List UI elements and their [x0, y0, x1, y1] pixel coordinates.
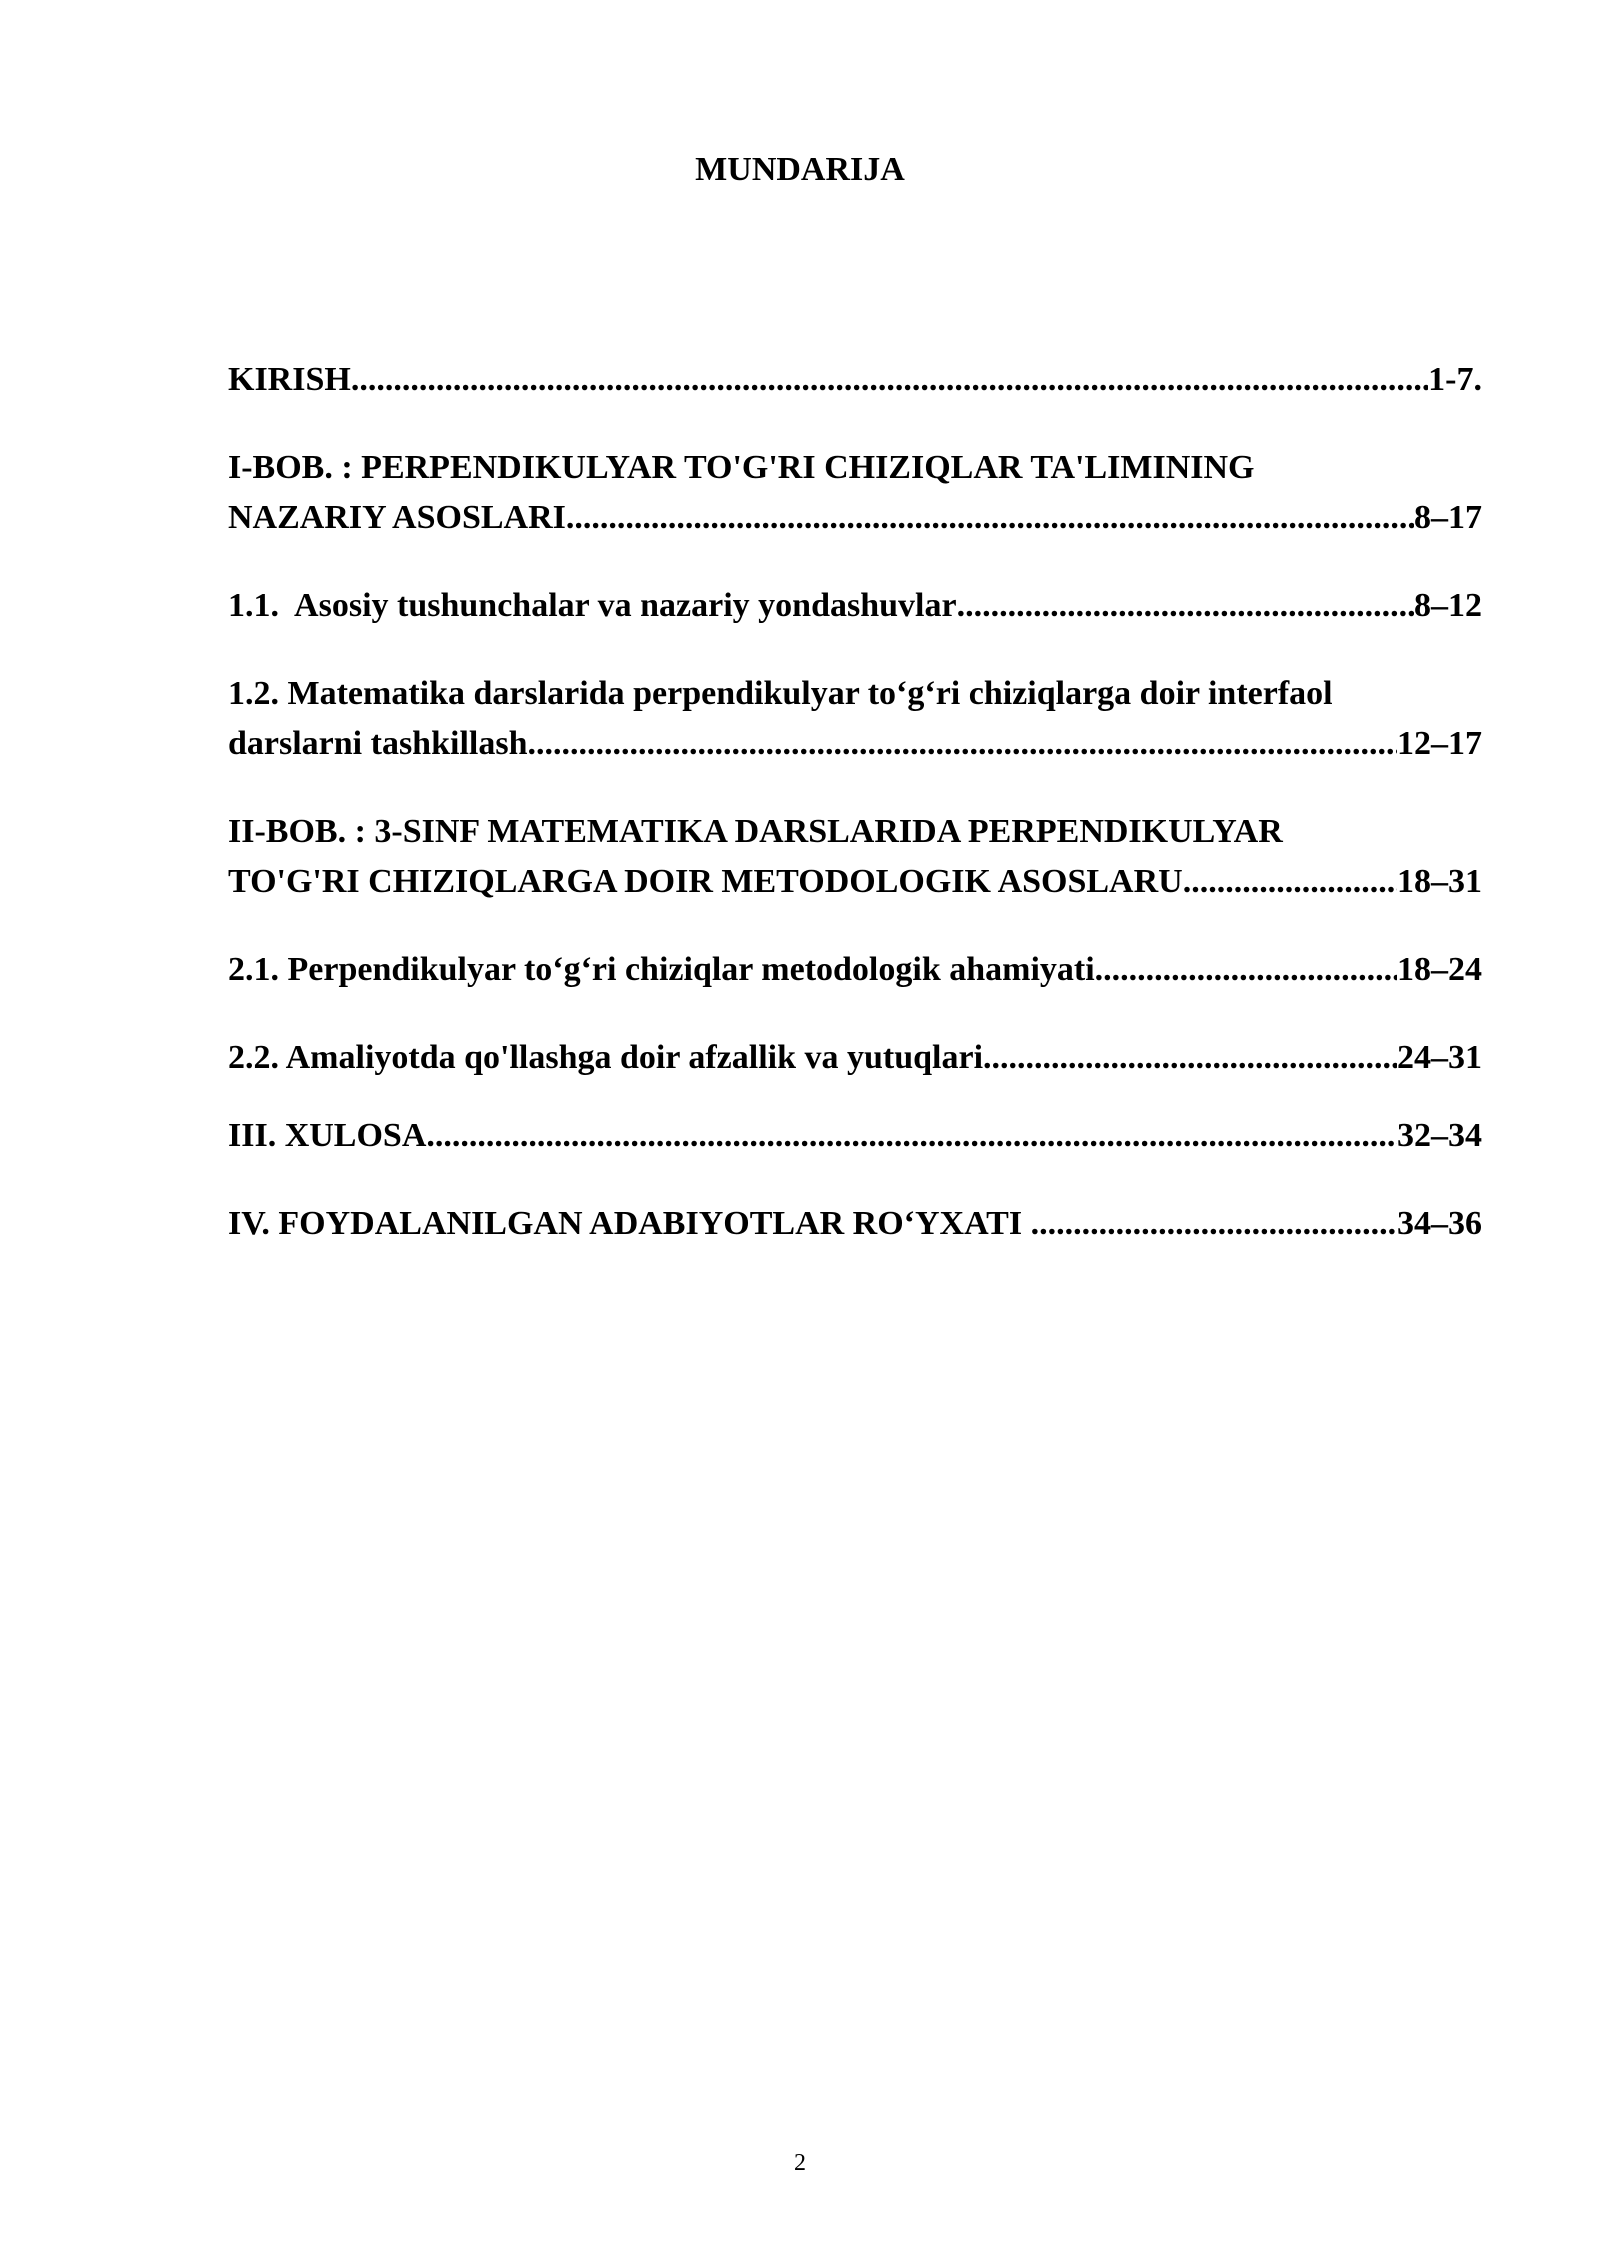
- toc-section-number: 1.1.: [228, 587, 279, 624]
- toc-entry-adabiyotlar[interactable]: [228, 1199, 1482, 1249]
- table-of-contents: [228, 355, 1482, 1287]
- toc-entry-title-cont: darslarni tashkillash: [228, 725, 528, 762]
- toc-entry-bob-2[interactable]: [228, 807, 1482, 907]
- toc-page-range: 34–36: [1397, 1205, 1482, 1242]
- toc-entry-section-1-1[interactable]: [228, 581, 1482, 631]
- toc-entry-title: 2.2. Amaliyotda qo'llashga doir afzallik va yutuqlari: [228, 1039, 984, 1076]
- dot-leader: [426, 1111, 1397, 1161]
- toc-page-range: 18–24: [1397, 951, 1482, 988]
- toc-entry-section-2-2[interactable]: [228, 1033, 1482, 1083]
- toc-entry-xulosa[interactable]: [228, 1111, 1482, 1161]
- toc-entry-bob-1[interactable]: [228, 443, 1482, 543]
- page-number: 2: [794, 2150, 806, 2176]
- toc-page-range: 8–12: [1414, 587, 1482, 624]
- toc-entry-title: 2.1. Perpendikulyar to‘g‘ri chiziqlar metodologik ahamiyati: [228, 951, 1095, 988]
- toc-entry-title: III. XULOSA: [228, 1117, 427, 1154]
- toc-page-range: 18–31: [1397, 863, 1482, 900]
- toc-page-range: 8–17: [1414, 499, 1482, 536]
- toc-entry-title: 1.2. Matematika darslarida perpendikulyar to‘g‘ri chiziqlarga doir interfaol: [228, 675, 1333, 712]
- page-title: MUNDARIJA: [695, 151, 905, 188]
- toc-entry-title: KIRISH: [228, 361, 351, 398]
- toc-entry-title: I-BOB. : PERPENDIKULYAR TO'G'RI CHIZIQLAR TA'LIMINING: [228, 449, 1255, 486]
- toc-entry-section-2-1[interactable]: [228, 945, 1482, 995]
- toc-entry-title: Asosiy tushunchalar va nazariy yondashuvlar: [294, 587, 957, 624]
- dot-leader: [1031, 1199, 1397, 1249]
- dot-leader: [527, 719, 1397, 769]
- toc-entry-section-1-2[interactable]: [228, 669, 1482, 769]
- toc-page-range: 24–31: [1397, 1039, 1482, 1076]
- dot-leader: [566, 493, 1414, 543]
- dot-leader: [351, 355, 1428, 405]
- dot-leader: [983, 1033, 1397, 1083]
- toc-entry-title-cont: TO'G'RI CHIZIQLARGA DOIR METODOLOGIK ASOSLARU: [228, 863, 1183, 900]
- toc-page-range: 1-7.: [1428, 361, 1482, 398]
- toc-entry-title: II-BOB. : 3-SINF MATEMATIKA DARSLARIDA PERPENDIKULYAR: [228, 813, 1283, 850]
- dot-leader: [1183, 857, 1397, 907]
- toc-page-range: 12–17: [1397, 725, 1482, 762]
- dot-leader: [957, 581, 1414, 631]
- dot-leader: [1095, 945, 1397, 995]
- toc-page-range: 32–34: [1397, 1117, 1482, 1154]
- toc-entry-title: IV. FOYDALANILGAN ADABIYOTLAR RO‘YXATI: [228, 1205, 1031, 1242]
- toc-entry-title-cont: NAZARIY ASOSLARI: [228, 499, 566, 536]
- toc-entry-kirish[interactable]: [228, 355, 1482, 405]
